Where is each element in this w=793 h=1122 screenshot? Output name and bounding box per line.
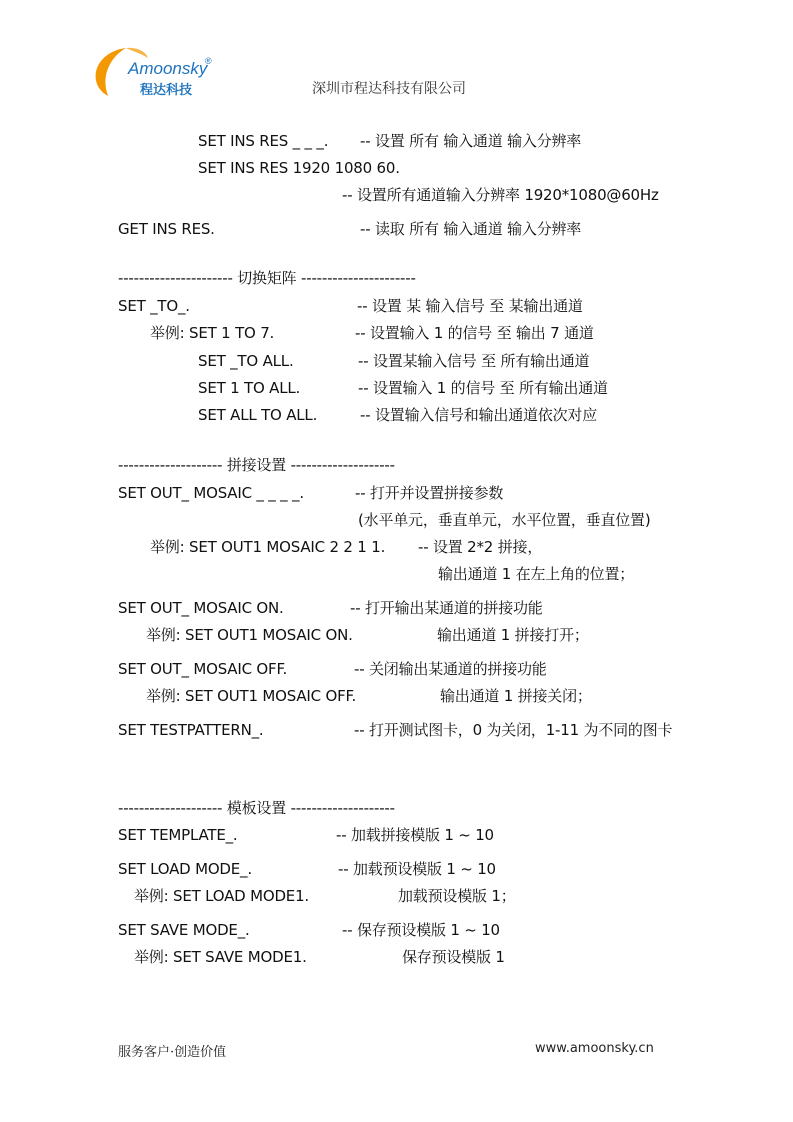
ins-res-set-cmd: SET INS RES _ _ _. bbox=[198, 132, 329, 150]
mosaic-off-example-desc: 输出通道 1 拼接关闭； bbox=[440, 687, 592, 705]
ins-res-set-desc: -- 设置 所有 输入通道 输入分辨率 bbox=[360, 132, 582, 150]
save-mode-example-cmd: 举例: SET SAVE MODE1. bbox=[134, 948, 307, 966]
to-example-4-cmd: SET ALL TO ALL. bbox=[198, 406, 318, 424]
to-example-1-cmd: 举例: SET 1 TO 7. bbox=[150, 324, 275, 342]
mosaic-off-cmd: SET OUT_ MOSAIC OFF. bbox=[118, 660, 288, 678]
logo-ring bbox=[96, 48, 126, 96]
mosaic-example-cmd: 举例: SET OUT1 MOSAIC 2 2 1 1. bbox=[150, 538, 386, 556]
logo-ring-accent bbox=[126, 48, 148, 58]
mosaic-off-desc: -- 关闭输出某通道的拼接功能 bbox=[354, 660, 547, 678]
save-mode-desc: -- 保存预设模版 1 ~ 10 bbox=[342, 921, 500, 939]
load-mode-example-cmd: 举例: SET LOAD MODE1. bbox=[134, 887, 309, 905]
logo-brand-text: Amoonsky bbox=[128, 59, 208, 78]
to-example-4-desc: -- 设置输入信号和输出通道依次对应 bbox=[360, 406, 597, 424]
template-set-desc: -- 加载拼接模版 1 ~ 10 bbox=[336, 826, 494, 844]
save-mode-cmd: SET SAVE MODE_. bbox=[118, 921, 250, 939]
mosaic-set-desc: -- 打开并设置拼接参数 bbox=[355, 484, 504, 502]
template-set-cmd: SET TEMPLATE_. bbox=[118, 826, 238, 844]
mosaic-on-example-desc: 输出通道 1 拼接打开； bbox=[437, 626, 589, 644]
logo-registered-mark: ® bbox=[205, 56, 212, 66]
mosaic-off-example-cmd: 举例: SET OUT1 MOSAIC OFF. bbox=[146, 687, 357, 705]
save-mode-example-desc: 保存预设模版 1 bbox=[402, 948, 505, 966]
footer-slogan: 服务客户·创造价值 bbox=[118, 1045, 227, 1060]
to-set-cmd: SET _TO_. bbox=[118, 297, 190, 315]
to-example-1-desc: -- 设置输入 1 的信号 至 输出 7 通道 bbox=[355, 324, 594, 342]
section-template-heading: -------------------- 模板设置 -------------------- bbox=[118, 799, 395, 817]
load-mode-desc: -- 加载预设模版 1 ~ 10 bbox=[338, 860, 496, 878]
ins-res-get-desc: -- 读取 所有 输入通道 输入分辨率 bbox=[360, 220, 582, 238]
mosaic-example-desc: -- 设置 2*2 拼接， bbox=[418, 538, 543, 556]
testpattern-desc: -- 打开测试图卡，0 为关闭，1-11 为不同的图卡 bbox=[354, 721, 673, 739]
testpattern-cmd: SET TESTPATTERN_. bbox=[118, 721, 264, 739]
to-example-2-cmd: SET _TO ALL. bbox=[198, 352, 294, 370]
ins-res-example-desc: -- 设置所有通道输入分辨率 1920*1080@60Hz bbox=[342, 186, 659, 204]
load-mode-cmd: SET LOAD MODE_. bbox=[118, 860, 252, 878]
mosaic-on-example-cmd: 举例: SET OUT1 MOSAIC ON. bbox=[146, 626, 353, 644]
mosaic-set-cmd: SET OUT_ MOSAIC _ _ _ _. bbox=[118, 484, 304, 502]
ins-res-example-cmd: SET INS RES 1920 1080 60. bbox=[198, 159, 400, 177]
to-example-2-desc: -- 设置某输入信号 至 所有输出通道 bbox=[358, 352, 590, 370]
mosaic-params-desc: (水平单元，垂直单元，水平位置，垂直位置) bbox=[358, 511, 651, 529]
mosaic-on-desc: -- 打开输出某通道的拼接功能 bbox=[350, 599, 543, 617]
to-example-3-desc: -- 设置输入 1 的信号 至 所有输出通道 bbox=[358, 379, 608, 397]
section-mosaic-heading: -------------------- 拼接设置 -------------------- bbox=[118, 456, 395, 474]
ins-res-get-cmd: GET INS RES. bbox=[118, 220, 215, 238]
mosaic-on-cmd: SET OUT_ MOSAIC ON. bbox=[118, 599, 284, 617]
load-mode-example-desc: 加载预设模版 1； bbox=[398, 887, 516, 905]
company-logo bbox=[88, 44, 228, 102]
to-example-3-cmd: SET 1 TO ALL. bbox=[198, 379, 301, 397]
to-set-desc: -- 设置 某 输入信号 至 某输出通道 bbox=[357, 297, 583, 315]
mosaic-example-desc-2: 输出通道 1 在左上角的位置； bbox=[438, 565, 635, 583]
footer-website: www.amoonsky.cn bbox=[535, 1041, 654, 1056]
section-matrix-heading: ---------------------- 切换矩阵 ---------------------- bbox=[118, 269, 416, 287]
logo-cn-text: 程达科技 bbox=[140, 83, 193, 98]
company-name: 深圳市程达科技有限公司 bbox=[312, 81, 466, 97]
